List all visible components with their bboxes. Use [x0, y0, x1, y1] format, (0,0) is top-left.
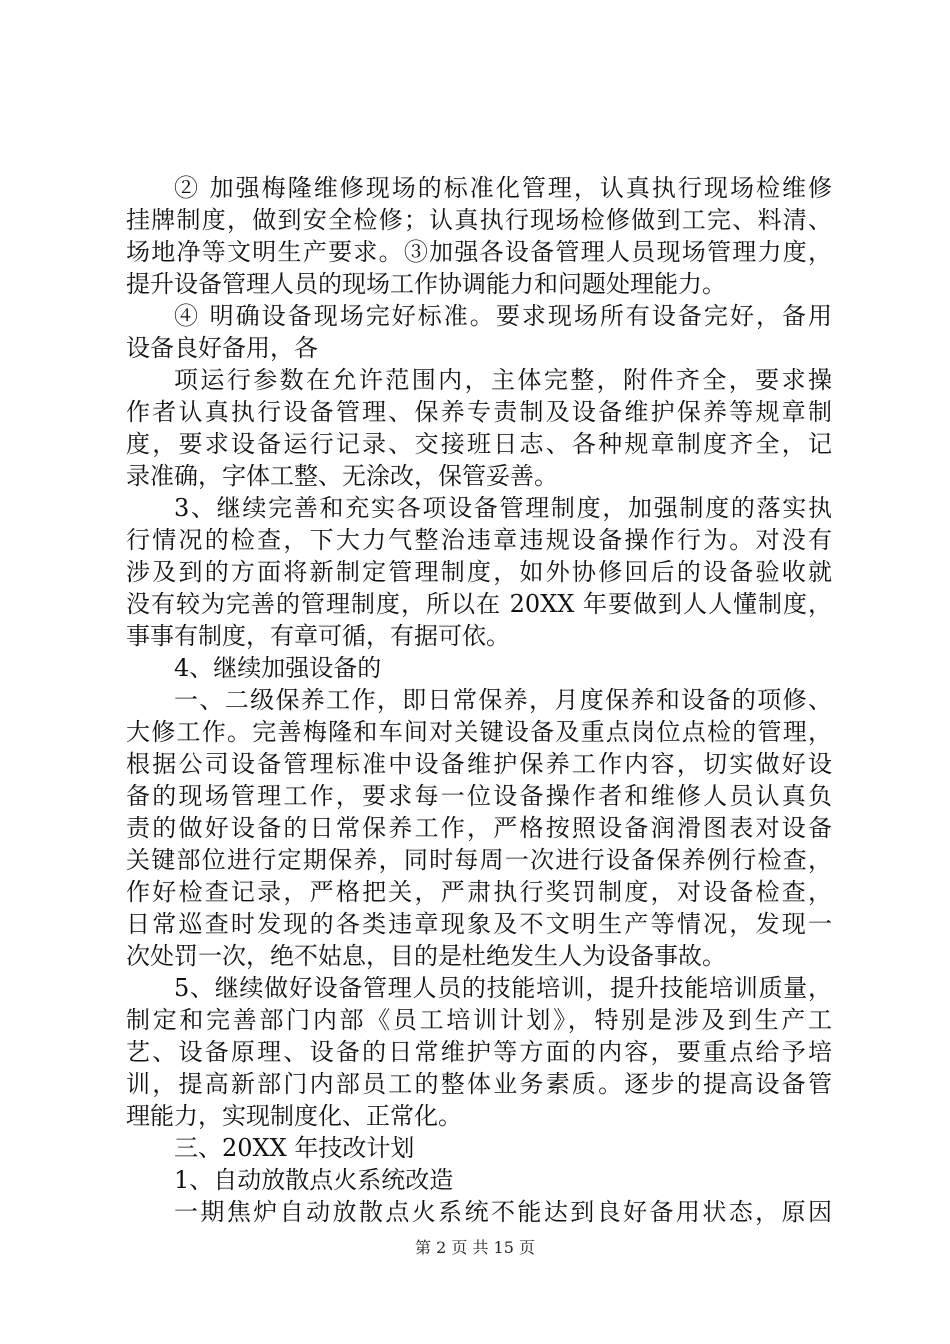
- text-line: 制定和完善部门内部《员工培训计划》，特别是涉及到生产工: [126, 1006, 832, 1034]
- text-line: 作好检查记录，严格把关，严肃执行奖罚制度，对设备检查，: [126, 878, 832, 906]
- text-line: 一期焦炉自动放散点火系统不能达到良好备用状态，原因: [174, 1198, 832, 1226]
- text-line: 次处罚一次，绝不姑息，目的是杜绝发生人为设备事故。: [126, 942, 726, 970]
- text-line: 3、继续完善和充实各项设备管理制度，加强制度的落实执: [174, 494, 832, 522]
- text-line: 理能力，实现制度化、正常化。: [126, 1102, 462, 1130]
- text-line: 大修工作。完善梅隆和车间对关键设备及重点岗位点检的管理，: [126, 718, 832, 746]
- text-line: 没有较为完善的管理制度，所以在 20XX 年要做到人人懂制度，: [126, 590, 832, 618]
- text-line: 一、二级保养工作，即日常保养，月度保养和设备的项修、: [174, 686, 832, 714]
- text-line: 录准确，字体工整、无涂改，保管妥善。: [126, 462, 558, 490]
- text-line: 关键部位进行定期保养，同时每周一次进行设备保养例行检查，: [126, 846, 832, 874]
- text-line: 作者认真执行设备管理、保养专责制及设备维护保养等规章制: [126, 398, 832, 426]
- text-line: 1、自动放散点火系统改造: [174, 1166, 454, 1194]
- text-line: 艺、设备原理、设备的日常维护等方面的内容，要重点给予培: [126, 1038, 832, 1066]
- text-line: 训，提高新部门内部员工的整体业务素质。逐步的提高设备管: [126, 1070, 832, 1098]
- text-line: 设备良好备用，各: [126, 334, 318, 362]
- text-line: 备的现场管理工作，要求每一位设备操作者和维修人员认真负: [126, 782, 832, 810]
- text-line: ② 加强梅隆维修现场的标准化管理，认真执行现场检维修: [174, 174, 832, 202]
- text-line: 行情况的检查，下大力气整治违章违规设备操作行为。对没有: [126, 526, 832, 554]
- text-line: 4、继续加强设备的: [174, 654, 382, 682]
- text-line: 涉及到的方面将新制定管理制度，如外协修回后的设备验收就: [126, 558, 832, 586]
- page-footer: 第 2 页 共 15 页: [415, 1238, 535, 1257]
- text-line: 项运行参数在允许范围内，主体完整，附件齐全，要求操: [174, 366, 832, 394]
- text-line: 根据公司设备管理标准中设备维护保养工作内容，切实做好设: [126, 750, 832, 778]
- text-line: 5、继续做好设备管理人员的技能培训，提升技能培训质量，: [174, 974, 832, 1002]
- document-body: [126, 172, 832, 1228]
- text-line: 三、20XX 年技改计划: [174, 1134, 415, 1162]
- text-line: 度，要求设备运行记录、交接班日志、各种规章制度齐全，记: [126, 430, 832, 458]
- text-line: 责的做好设备的日常保养工作，严格按照设备润滑图表对设备: [126, 814, 832, 842]
- text-line: 场地净等文明生产要求。③加强各设备管理人员现场管理力度，: [126, 238, 832, 266]
- text-line: 提升设备管理人员的现场工作协调能力和问题处理能力。: [126, 270, 726, 298]
- text-line: 挂牌制度，做到安全检修；认真执行现场检修做到工完、料清、: [126, 206, 832, 234]
- text-line: ④ 明确设备现场完好标准。要求现场所有设备完好，备用: [174, 302, 832, 330]
- text-line: 事事有制度，有章可循，有据可依。: [126, 622, 510, 650]
- text-line: 日常巡查时发现的各类违章现象及不文明生产等情况，发现一: [126, 910, 832, 938]
